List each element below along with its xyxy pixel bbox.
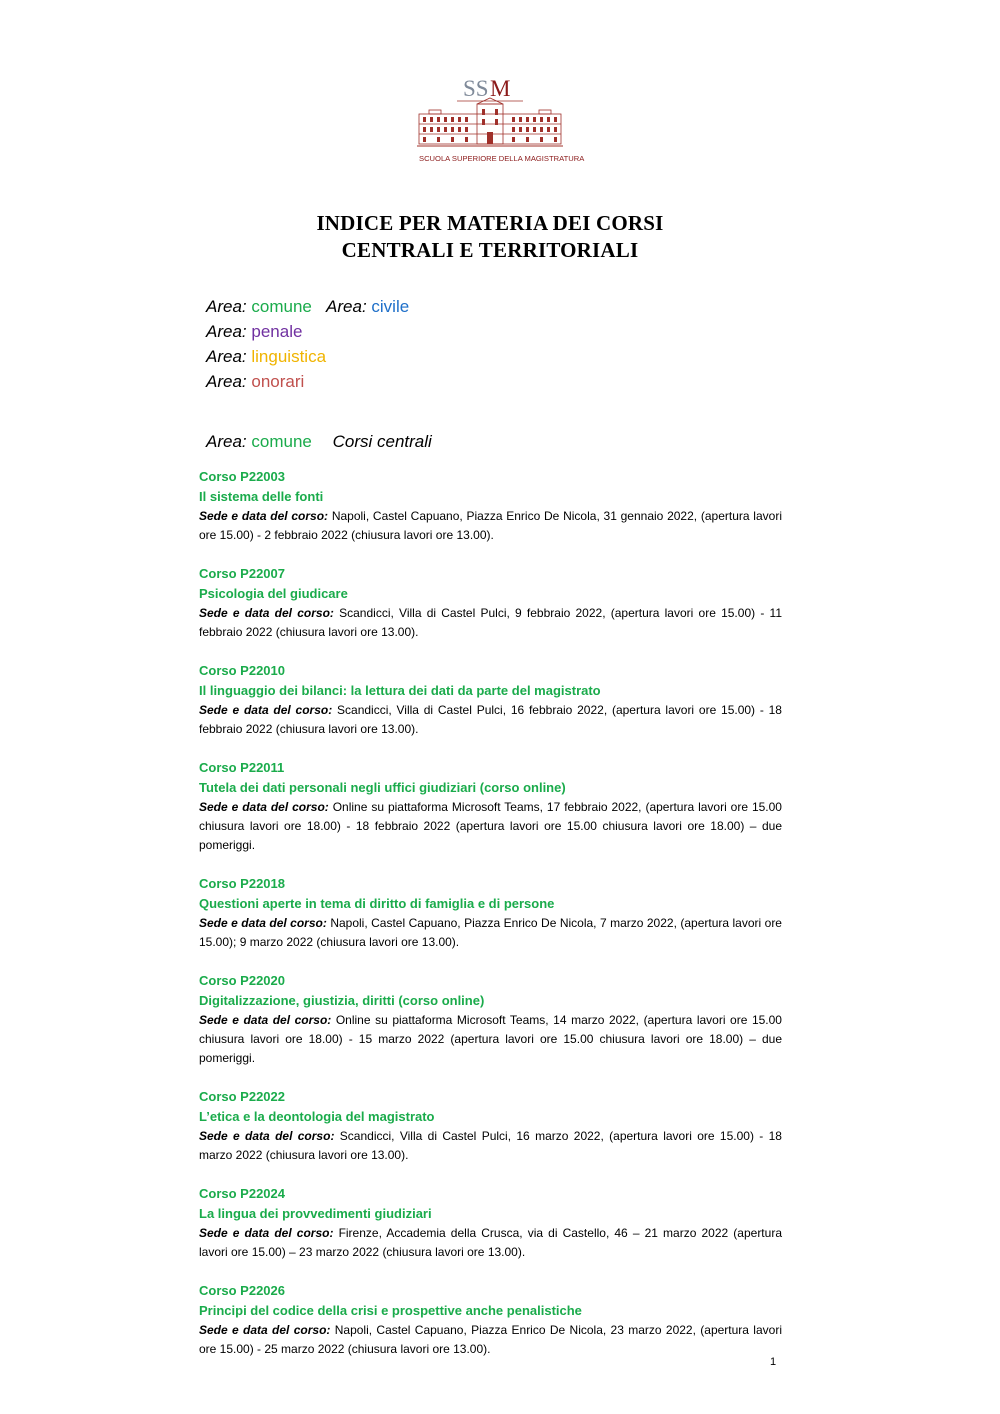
course-details-text: Scandicci, Villa di Castel Pulci, 16 marzo 2022, (apertura lavori ore 15.00) - 18 marzo 2022 (chiusura lavori ore 13.00). xyxy=(199,1129,782,1162)
course-item xyxy=(199,971,782,1068)
course-item xyxy=(199,661,782,739)
details-label: Sede e data del corso: xyxy=(199,800,329,814)
section-area-label: Area: xyxy=(206,432,247,451)
course-title: Il sistema delle fonti xyxy=(199,489,324,504)
details-label: Sede e data del corso: xyxy=(199,1226,334,1240)
course-details-text: Napoli, Castel Capuano, Piazza Enrico De Nicola, 7 marzo 2022, (apertura lavori ore 15.00); 9 marzo 2022 (chiusura lavori ore 13.00). xyxy=(199,916,782,949)
section-subtitle: Corsi centrali xyxy=(332,432,432,451)
course-details xyxy=(199,604,782,642)
area-label: Area: xyxy=(206,347,247,366)
course-details xyxy=(199,914,782,952)
course-details-text: Online su piattaforma Microsoft Teams, 14 marzo 2022, (apertura lavori ore 15.00 chiusura lavori ore 18.00) - 15 marzo 2022 (apertura lavori ore 15.00 chiusura lavori ore 18.00) – due pomeriggi. xyxy=(199,1013,782,1065)
svg-text:M: M xyxy=(490,76,511,101)
course-details-text: Napoli, Castel Capuano, Piazza Enrico De Nicola, 23 marzo 2022, (apertura lavori ore 15.00) - 25 marzo 2022 (chiusura lavori ore 13.00). xyxy=(199,1323,782,1356)
title-line-1: INDICE PER MATERIA DEI CORSI xyxy=(316,211,664,235)
course-item xyxy=(199,1281,782,1359)
course-details xyxy=(199,1224,782,1262)
course-details-text: Napoli, Castel Capuano, Piazza Enrico De Nicola, 31 gennaio 2022, (apertura lavori ore 15.00) - 2 febbraio 2022 (chiusura lavori ore 13.00). xyxy=(199,509,782,542)
page-title xyxy=(180,210,800,264)
course-details xyxy=(199,1321,782,1359)
course-item xyxy=(199,1087,782,1165)
course-code: Corso P22011 xyxy=(199,760,285,775)
area-comune: comune xyxy=(251,297,312,316)
area-label: Area: xyxy=(206,322,247,341)
course-details xyxy=(199,798,782,855)
course-details xyxy=(199,507,782,545)
course-code: Corso P22026 xyxy=(199,1283,285,1298)
details-label: Sede e data del corso: xyxy=(199,703,333,717)
section-heading xyxy=(206,430,432,454)
details-label: Sede e data del corso: xyxy=(199,1323,331,1337)
course-code: Corso P22003 xyxy=(199,469,285,484)
section-area: comune xyxy=(251,432,312,451)
area-onorari: onorari xyxy=(251,372,305,391)
course-code: Corso P22024 xyxy=(199,1186,285,1201)
area-legend xyxy=(206,294,409,394)
title-line-2: CENTRALI E TERRITORIALI xyxy=(341,238,639,262)
course-details-text: Online su piattaforma Microsoft Teams, 17 febbraio 2022, (apertura lavori ore 15.00 chiusura lavori ore 18.00) - 18 febbraio 2022 (apertura lavori ore 15.00 chiusura lavori ore 18.00) – due pomeriggi. xyxy=(199,800,782,852)
course-title: Psicologia del giudicare xyxy=(199,586,348,601)
course-title: Principi del codice della crisi e prospettive anche penalistiche xyxy=(199,1303,582,1318)
course-details xyxy=(199,701,782,739)
course-title: Questioni aperte in tema di diritto di famiglia e di persone xyxy=(199,896,555,911)
details-label: Sede e data del corso: xyxy=(199,916,327,930)
course-details xyxy=(199,1011,782,1068)
course-details xyxy=(199,1127,782,1165)
details-label: Sede e data del corso: xyxy=(199,1129,335,1143)
area-linguistica: linguistica xyxy=(251,347,327,366)
area-label: Area: xyxy=(206,297,247,316)
details-label: Sede e data del corso: xyxy=(199,509,329,523)
course-code: Corso P22020 xyxy=(199,973,285,988)
course-title: Tutela dei dati personali negli uffici giudiziari (corso online) xyxy=(199,780,566,795)
course-details-text: Scandicci, Villa di Castel Pulci, 9 febbraio 2022, (apertura lavori ore 15.00) - 11 febbraio 2022 (chiusura lavori ore 13.00). xyxy=(199,606,782,639)
course-title: L’etica e la deontologia del magistrato xyxy=(199,1109,435,1124)
page-number: 1 xyxy=(770,1356,777,1368)
course-item xyxy=(199,758,782,855)
course-list xyxy=(199,467,782,1378)
ssm-logo xyxy=(415,72,585,168)
course-item xyxy=(199,874,782,952)
area-label: Area: xyxy=(206,372,247,391)
area-penale: penale xyxy=(251,322,303,341)
svg-text:SS: SS xyxy=(463,76,489,101)
course-details-text: Scandicci, Villa di Castel Pulci, 16 febbraio 2022, (apertura lavori ore 15.00) - 18 febbraio 2022 (chiusura lavori ore 13.00). xyxy=(199,703,782,736)
area-row-4 xyxy=(206,369,409,394)
area-row-3 xyxy=(206,344,409,369)
area-row-2 xyxy=(206,319,409,344)
course-title: La lingua dei provvedimenti giudiziari xyxy=(199,1206,432,1221)
course-title: Digitalizzazione, giustizia, diritti (corso online) xyxy=(199,993,485,1008)
course-code: Corso P22010 xyxy=(199,663,285,678)
course-details-text: Firenze, Accademia della Crusca, via di Castello, 46 – 21 marzo 2022 (apertura lavori ore 15.00) – 23 marzo 2022 (chiusura lavori ore 13.00). xyxy=(199,1226,782,1259)
course-item xyxy=(199,1184,782,1262)
details-label: Sede e data del corso: xyxy=(199,606,334,620)
course-title: Il linguaggio dei bilanci: la lettura dei dati da parte del magistrato xyxy=(199,683,601,698)
course-code: Corso P22018 xyxy=(199,876,285,891)
area-row-1 xyxy=(206,294,409,319)
course-code: Corso P22022 xyxy=(199,1089,285,1104)
logo-caption: SCUOLA SUPERIORE DELLA MAGISTRATURA xyxy=(419,154,585,163)
ssm-logo-graphic xyxy=(415,72,585,168)
area-label: Area: xyxy=(326,297,367,316)
course-item xyxy=(199,564,782,642)
course-code: Corso P22007 xyxy=(199,566,285,581)
area-civile: civile xyxy=(371,297,410,316)
course-item xyxy=(199,467,782,545)
details-label: Sede e data del corso: xyxy=(199,1013,332,1027)
